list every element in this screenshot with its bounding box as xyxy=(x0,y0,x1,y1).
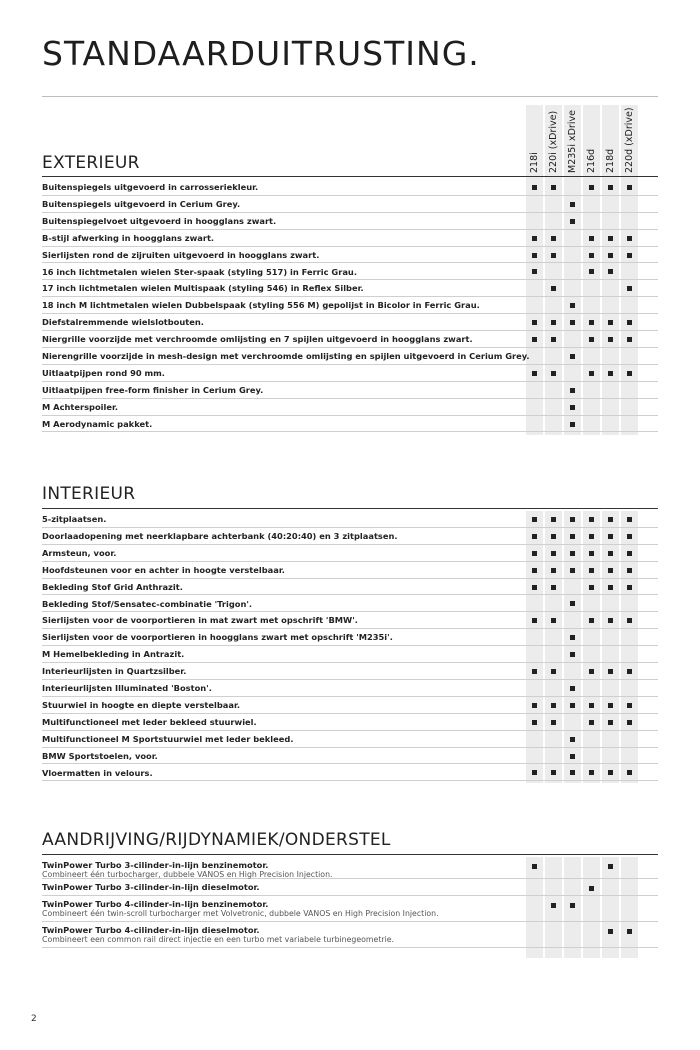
table-row xyxy=(42,562,658,579)
row-label: Sierlijsten rond de zijruiten uitgevoerd in hoogglans zwart. xyxy=(42,249,320,260)
column-header-label: 216d xyxy=(586,148,597,173)
section-title: INTERIEUR xyxy=(42,484,136,504)
availability-mark xyxy=(551,236,556,241)
availability-mark xyxy=(551,703,556,708)
table-row xyxy=(42,511,658,528)
row-label: M Hemelbekleding in Antrazit. xyxy=(42,649,185,660)
table-row xyxy=(42,179,658,196)
table-row xyxy=(42,731,658,748)
availability-mark xyxy=(570,601,575,606)
availability-mark xyxy=(532,320,537,325)
row-description: Combineert een common rail direct injectie en een turbo met variabele turbinegeometrie. xyxy=(42,935,395,944)
row-label: M Achterspoiler. xyxy=(42,401,119,412)
table-row xyxy=(42,646,658,663)
table-row xyxy=(42,879,658,896)
row-label: Buitenspiegels uitgevoerd in carrosseriekleur. xyxy=(42,182,259,192)
column-header xyxy=(526,105,543,177)
table-row xyxy=(42,765,658,782)
row-label: Multifunctioneel met leder bekleed stuurwiel. xyxy=(42,716,257,727)
table-row xyxy=(42,697,658,714)
availability-mark xyxy=(627,669,632,674)
page-number: 2 xyxy=(31,1014,37,1024)
table-row xyxy=(42,280,658,297)
row-label: Interieurlijsten Illuminated 'Boston'. xyxy=(42,683,212,693)
row-label: Stuurwiel in hoogte en diepte verstelbaar. xyxy=(42,699,241,710)
title-divider xyxy=(42,96,658,97)
row-label: Sierlijsten voor de voorportieren in mat zwart met opschrift 'BMW'. xyxy=(42,615,358,626)
availability-mark xyxy=(589,618,594,623)
availability-mark xyxy=(608,320,613,325)
availability-mark xyxy=(532,585,537,590)
section-title: EXTERIEUR xyxy=(42,153,140,173)
availability-mark xyxy=(608,669,613,674)
availability-mark xyxy=(570,219,575,224)
column-header xyxy=(564,105,581,177)
row-label: 16 inch lichtmetalen wielen Ster-spaak (styling 517) in Ferric Grau. xyxy=(42,266,357,277)
availability-mark xyxy=(570,405,575,410)
availability-mark xyxy=(589,337,594,342)
availability-mark xyxy=(627,618,632,623)
row-label: Niergrille voorzijde met verchroomde omlijsting en 7 spijlen uitgevoerd in hoogglans zwart. xyxy=(42,334,473,345)
availability-mark xyxy=(627,585,632,590)
table-row xyxy=(42,331,658,348)
column-header-label: 218d xyxy=(605,148,616,173)
row-label: TwinPower Turbo 3-cilinder-in-lijn benzinemotor. xyxy=(42,860,269,870)
availability-mark xyxy=(627,371,632,376)
availability-mark xyxy=(532,568,537,573)
section-divider xyxy=(42,176,658,177)
table-row xyxy=(42,579,658,596)
availability-mark xyxy=(570,703,575,708)
section-title: AANDRIJVING/RIJDYNAMIEK/ONDERSTEL xyxy=(42,830,391,850)
row-label: Armsteun, voor. xyxy=(42,547,117,558)
availability-mark xyxy=(570,517,575,522)
table-row xyxy=(42,663,658,680)
availability-mark xyxy=(570,652,575,657)
availability-mark xyxy=(627,337,632,342)
column-header-label: 220i (xDrive) xyxy=(548,110,559,173)
table-row xyxy=(42,365,658,382)
availability-mark xyxy=(608,585,613,590)
availability-mark xyxy=(589,269,594,274)
availability-mark xyxy=(608,929,613,934)
table-row xyxy=(42,213,658,230)
availability-mark xyxy=(589,534,594,539)
row-label: 17 inch lichtmetalen wielen Multispaak (styling 546) in Reflex Silber. xyxy=(42,283,364,294)
availability-mark xyxy=(570,534,575,539)
row-label: Doorlaadopening met neerklapbare achterbank (40:20:40) en 3 zitplaatsen. xyxy=(42,530,398,541)
availability-mark xyxy=(532,864,537,869)
table-row xyxy=(42,196,658,213)
table-row xyxy=(42,528,658,545)
table-row xyxy=(42,416,658,433)
availability-mark xyxy=(532,703,537,708)
availability-mark xyxy=(570,320,575,325)
table-row xyxy=(42,230,658,247)
table-row xyxy=(42,545,658,562)
availability-mark xyxy=(551,585,556,590)
row-label: Sierlijsten voor de voorportieren in hoogglans zwart met opschrift 'M235i'. xyxy=(42,632,393,643)
availability-mark xyxy=(608,371,613,376)
availability-mark xyxy=(551,669,556,674)
availability-mark xyxy=(608,551,613,556)
table-row xyxy=(42,680,658,697)
availability-mark xyxy=(627,551,632,556)
availability-mark xyxy=(570,635,575,640)
availability-mark xyxy=(532,669,537,674)
availability-mark xyxy=(589,517,594,522)
row-label: B-stijl afwerking in hoogglans zwart. xyxy=(42,232,215,243)
section-divider xyxy=(42,508,658,509)
column-header xyxy=(545,105,562,177)
availability-mark xyxy=(570,754,575,759)
availability-mark xyxy=(608,534,613,539)
table-row xyxy=(42,612,658,629)
table-row xyxy=(42,247,658,264)
availability-mark xyxy=(570,737,575,742)
availability-mark xyxy=(551,253,556,258)
row-label: Buitenspiegelvoet uitgevoerd in hoogglans zwart. xyxy=(42,215,277,226)
availability-mark xyxy=(627,929,632,934)
availability-mark xyxy=(627,703,632,708)
row-label: 5-zitplaatsen. xyxy=(42,514,107,524)
availability-mark xyxy=(532,517,537,522)
availability-mark xyxy=(570,354,575,359)
availability-mark xyxy=(570,551,575,556)
row-label: Nierengrille voorzijde in mesh-design met verchroomde omlijsting en spijlen uitgevoerd in Cerium Grey. xyxy=(42,351,530,361)
row-description: Combineert één twin-scroll turbocharger met Volvetronic, dubbele VANOS en High Precision Injection. xyxy=(42,909,439,918)
availability-mark xyxy=(608,253,613,258)
availability-mark xyxy=(551,618,556,623)
table-row xyxy=(42,714,658,731)
column-header xyxy=(621,105,638,177)
availability-mark xyxy=(532,269,537,274)
row-description: Combineert één turbocharger, dubbele VANOS en High Precision Injection. xyxy=(42,870,333,879)
availability-mark xyxy=(589,585,594,590)
row-label: Bekleding Stof/Sensatec-combinatie 'Trigon'. xyxy=(42,598,253,609)
availability-mark xyxy=(627,185,632,190)
availability-mark xyxy=(570,202,575,207)
availability-mark xyxy=(532,720,537,725)
availability-mark xyxy=(589,185,594,190)
availability-mark xyxy=(608,236,613,241)
row-label: Diefstalremmende wielslotbouten. xyxy=(42,317,204,328)
availability-mark xyxy=(589,720,594,725)
table-row xyxy=(42,896,658,922)
table-row xyxy=(42,922,658,948)
availability-mark xyxy=(627,568,632,573)
availability-mark xyxy=(532,534,537,539)
availability-mark xyxy=(551,534,556,539)
availability-mark xyxy=(551,337,556,342)
availability-mark xyxy=(551,903,556,908)
availability-mark xyxy=(551,720,556,725)
availability-mark xyxy=(570,568,575,573)
table-row xyxy=(42,748,658,765)
table-row xyxy=(42,857,658,879)
table-row xyxy=(42,382,658,399)
row-label: Buitenspiegels uitgevoerd in Cerium Grey. xyxy=(42,198,241,209)
row-label: Interieurlijsten in Quartzsilber. xyxy=(42,666,187,677)
row-label: M Aerodynamic pakket. xyxy=(42,418,153,429)
row-label: Multifunctioneel M Sportstuurwiel met leder bekleed. xyxy=(42,733,294,744)
availability-mark xyxy=(627,320,632,325)
availability-mark xyxy=(589,551,594,556)
availability-mark xyxy=(532,253,537,258)
availability-mark xyxy=(627,286,632,291)
availability-mark xyxy=(608,185,613,190)
column-header-label: 218i xyxy=(529,152,540,173)
availability-mark xyxy=(551,185,556,190)
row-label: Hoofdsteunen voor en achter in hoogte verstelbaar. xyxy=(42,564,285,575)
row-label: TwinPower Turbo 4-cilinder-in-lijn dieselmotor. xyxy=(42,925,260,935)
column-header-label: M235i xDrive xyxy=(567,110,578,173)
row-label: 18 inch M lichtmetalen wielen Dubbelspaak (styling 556 M) gepolijst in Bicolor in Ferric Grau. xyxy=(42,300,480,311)
row-label: Uitlaatpijpen free-form finisher in Cerium Grey. xyxy=(42,384,264,395)
availability-mark xyxy=(608,568,613,573)
section-divider xyxy=(42,854,658,855)
availability-mark xyxy=(551,568,556,573)
table-row xyxy=(42,629,658,646)
availability-mark xyxy=(532,185,537,190)
table-row xyxy=(42,314,658,331)
availability-mark xyxy=(608,770,613,775)
availability-mark xyxy=(589,253,594,258)
row-label: TwinPower Turbo 4-cilinder-in-lijn benzinemotor. xyxy=(42,899,269,909)
column-header-label: 220d (xDrive) xyxy=(624,107,635,173)
availability-mark xyxy=(570,770,575,775)
availability-mark xyxy=(551,517,556,522)
availability-mark xyxy=(532,337,537,342)
availability-mark xyxy=(608,337,613,342)
availability-mark xyxy=(532,770,537,775)
table-row xyxy=(42,596,658,613)
availability-mark xyxy=(608,703,613,708)
availability-mark xyxy=(532,371,537,376)
table-row xyxy=(42,264,658,281)
availability-mark xyxy=(589,371,594,376)
availability-mark xyxy=(608,720,613,725)
row-label: TwinPower Turbo 3-cilinder-in-lijn dieselmotor. xyxy=(42,882,260,892)
table-row xyxy=(42,348,658,365)
availability-mark xyxy=(589,236,594,241)
availability-mark xyxy=(627,236,632,241)
column-header xyxy=(602,105,619,177)
table-row xyxy=(42,297,658,314)
availability-mark xyxy=(589,703,594,708)
row-label: BMW Sportstoelen, voor. xyxy=(42,750,158,761)
availability-mark xyxy=(532,236,537,241)
availability-mark xyxy=(589,886,594,891)
availability-mark xyxy=(551,551,556,556)
availability-mark xyxy=(551,770,556,775)
availability-mark xyxy=(532,551,537,556)
row-label: Bekleding Stof Grid Anthrazit. xyxy=(42,581,183,592)
availability-mark xyxy=(627,517,632,522)
availability-mark xyxy=(551,371,556,376)
availability-mark xyxy=(589,669,594,674)
table-row xyxy=(42,399,658,416)
availability-mark xyxy=(608,517,613,522)
column-header xyxy=(583,105,600,177)
availability-mark xyxy=(570,422,575,427)
availability-mark xyxy=(570,303,575,308)
availability-mark xyxy=(608,864,613,869)
availability-mark xyxy=(627,253,632,258)
row-label: Uitlaatpijpen rond 90 mm. xyxy=(42,367,165,378)
availability-mark xyxy=(532,618,537,623)
availability-mark xyxy=(608,269,613,274)
availability-mark xyxy=(627,720,632,725)
availability-mark xyxy=(551,286,556,291)
availability-mark xyxy=(551,320,556,325)
availability-mark xyxy=(589,320,594,325)
availability-mark xyxy=(589,770,594,775)
page-title: STANDAARDUITRUSTING. xyxy=(42,34,480,73)
availability-mark xyxy=(570,903,575,908)
availability-mark xyxy=(608,618,613,623)
availability-mark xyxy=(627,534,632,539)
availability-mark xyxy=(589,568,594,573)
availability-mark xyxy=(570,686,575,691)
row-label: Vloermatten in velours. xyxy=(42,767,153,778)
availability-mark xyxy=(570,388,575,393)
availability-mark xyxy=(627,770,632,775)
